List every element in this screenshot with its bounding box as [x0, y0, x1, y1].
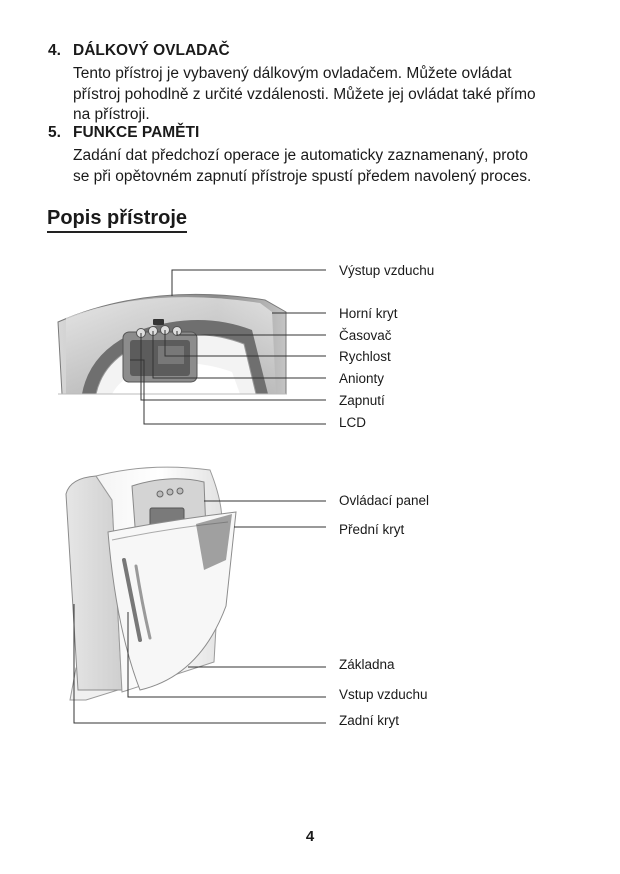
- label-control-panel: Ovládací panel: [339, 493, 430, 508]
- section-5-number: 5.: [48, 124, 61, 141]
- label-anion: Anionty: [339, 371, 385, 386]
- text-line: na přístroji.: [73, 106, 150, 123]
- label-top-cover: Horní kryt: [339, 306, 398, 321]
- label-front-cover: Přední kryt: [339, 522, 405, 537]
- label-air-inlet: Vstup vzduchu: [339, 687, 428, 702]
- label-speed: Rychlost: [339, 349, 391, 364]
- text-line: Tento přístroj je vybavený dálkovým ovladačem. Můžete ovládat: [73, 65, 512, 82]
- label-power: Zapnutí: [339, 393, 385, 408]
- label-back-cover: Zadní kryt: [339, 713, 400, 728]
- label-timer: Časovač: [339, 328, 392, 343]
- page-number: 4: [305, 828, 315, 845]
- text-line: Zadání dat předchozí operace je automaticky zaznamenaný, proto: [73, 147, 528, 164]
- label-air-outlet: Výstup vzduchu: [339, 263, 435, 278]
- label-base: Základna: [339, 657, 395, 672]
- device-top-closeup: [58, 294, 286, 394]
- text-line: se při opětovném zapnutí přístroje spustí předem navolený proces.: [73, 167, 532, 185]
- label-lcd: LCD: [339, 415, 367, 430]
- section-4-number: 4.: [48, 42, 61, 59]
- section-4-title: DÁLKOVÝ OVLADAČ: [73, 42, 230, 59]
- device-full-view: [66, 467, 236, 700]
- text-line: přístroj pohodlně z určité vzdálenosti. Můžete jej ovládat také přímo: [73, 85, 536, 103]
- section-heading: Popis přístroje: [47, 206, 187, 233]
- section-5-title: FUNKCE PAMĚTI: [73, 124, 200, 141]
